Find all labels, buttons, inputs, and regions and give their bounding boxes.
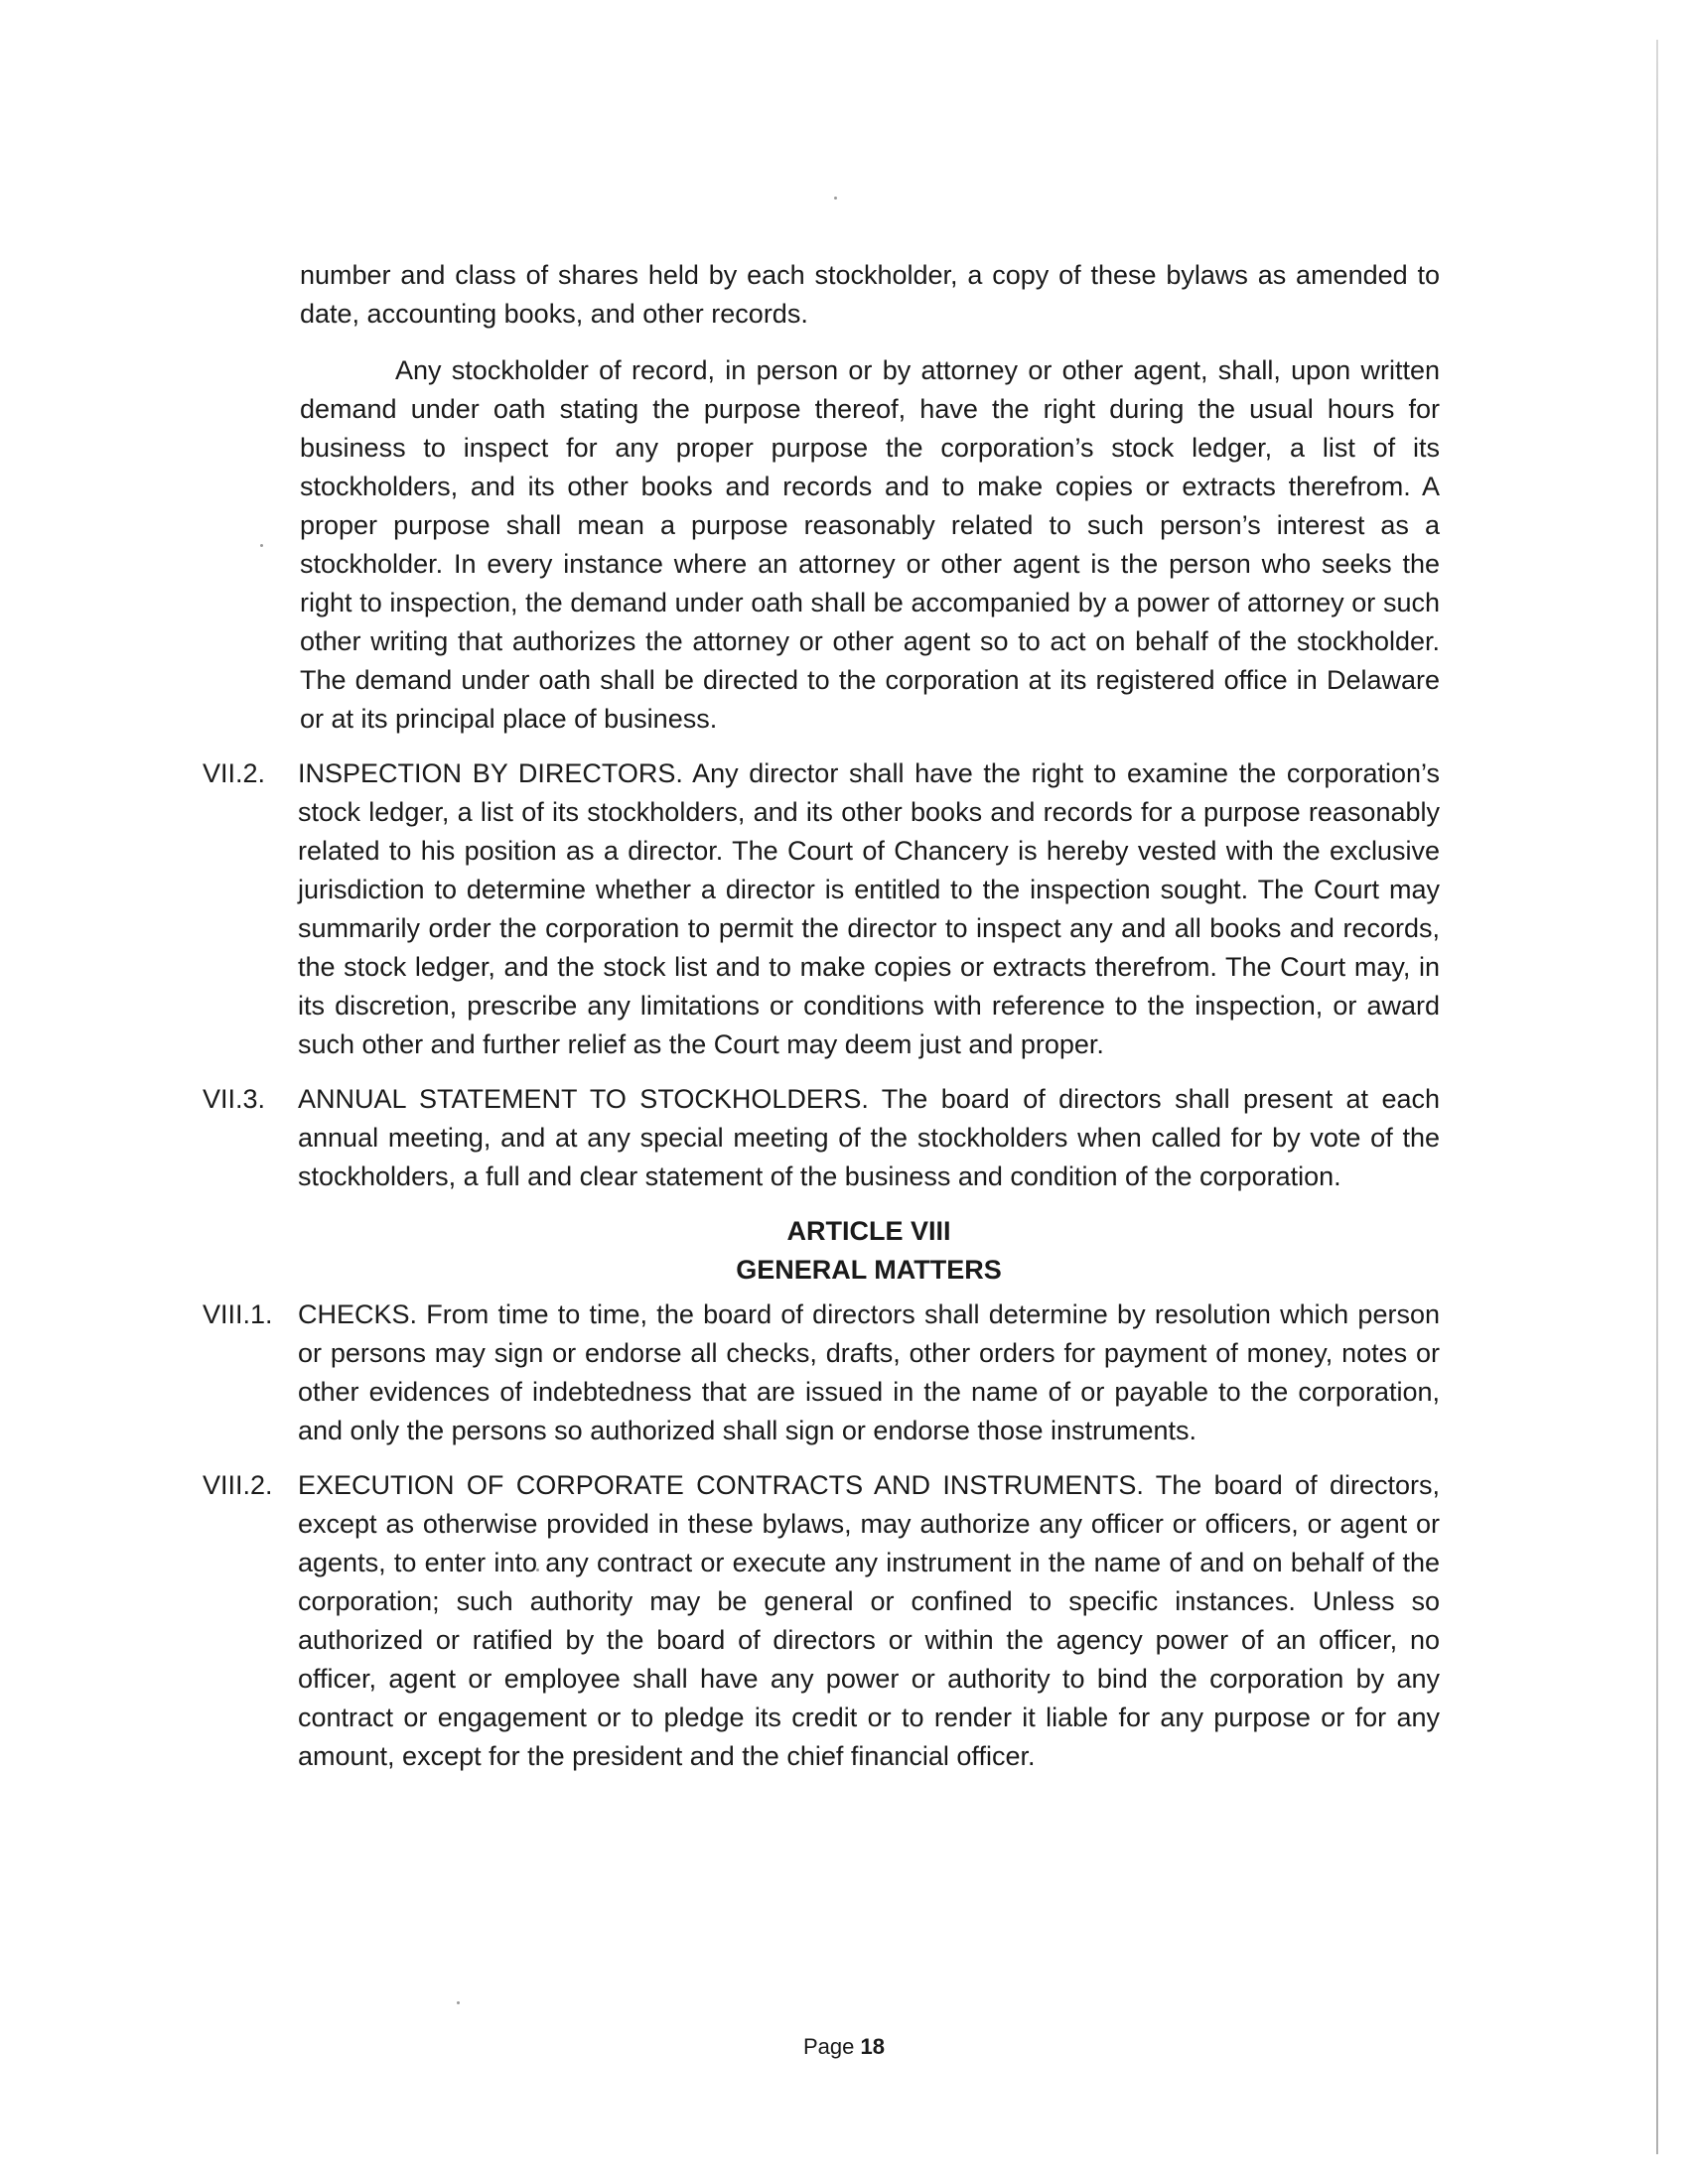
section-number: VII.3. (203, 1084, 266, 1114)
page-footer (0, 2033, 1688, 2061)
section-text: EXECUTION OF CORPORATE CONTRACTS AND INSTRUMENTS. The board of directors, except as otherwise provided in these bylaws, may authorize any officer or officers, or agent or agents, to enter into any contract or execute any instrument in the name of and on behalf of the corporation; such authority may be general or confined to specific instances. Unless so authorized or ratified by the board of directors or within the agency power of an officer, no officer, agent or employee shall have any power or authority to bind the corporation by any contract or engagement or to pledge its credit or to render it liable for any purpose or for any amount, except for the president and the chief financial officer. (298, 1470, 1440, 1771)
section-text: CHECKS. From time to time, the board of directors shall determine by resolution which person or persons may sign or endorse all checks, drafts, other orders for payment of money, notes or other evidences of indebtedness that are issued in the name of or payable to the corporation, and only the persons so authorized shall sign or endorse those instruments. (298, 1299, 1440, 1445)
section-text: ANNUAL STATEMENT TO STOCKHOLDERS. The board of directors shall present at each annual meeting, and at any special meeting of the stockholders when called for by vote of the stockholders, a full and clear statement of the business and condition of the corporation. (298, 1084, 1440, 1191)
section-number: VIII.1. (203, 1299, 273, 1329)
page-label: Page (803, 2034, 861, 2059)
scan-speck (457, 2001, 460, 2004)
section-viii-1 (0, 1296, 1688, 1450)
section-vii-3 (0, 1080, 1688, 1196)
section-text: INSPECTION BY DIRECTORS. Any director shall have the right to examine the corporation’s stock ledger, a list of its stockholders, and its other books and records for a purpose reasonably related to his position as a director. The Court of Chancery is hereby vested with the exclusive jurisdiction to determine whether a director is entitled to the inspection sought. The Court may summarily order the corporation to permit the director to inspect any and all books and records, the stock ledger, and the stock list and to make copies or extracts therefrom. The Court may, in its discretion, prescribe any limitations or conditions with reference to the inspection, or award such other and further relief as the Court may deem just and proper. (298, 758, 1440, 1059)
section-vii-2 (0, 754, 1688, 1064)
document-body (0, 256, 1688, 1776)
section-viii-2 (0, 1466, 1688, 1776)
article-subtitle: GENERAL MATTERS (736, 1255, 1002, 1285)
article-title: ARTICLE VIII (786, 1216, 951, 1246)
page-number: 18 (860, 2034, 885, 2059)
section-number: VIII.2. (203, 1470, 273, 1500)
section-number: VII.2. (203, 758, 266, 788)
scan-speck (834, 197, 837, 200)
inspection-rights-paragraph: Any stockholder of record, in person or by attorney or other agent, shall, upon written demand under oath stating the purpose thereof, have the right during the usual hours for business to inspect for any proper purpose the corporation’s stock ledger, a list of its stockholders, and its other books and records and to make copies or extracts therefrom. A proper purpose shall mean a purpose reasonably related to such person’s interest as a stockholder. In every instance where an attorney or other agent is the person who seeks the right to inspection, the demand under oath shall be accompanied by a power of attorney or such other writing that authorizes the attorney or other agent so to act on behalf of the stockholder. The demand under oath shall be directed to the corporation at its registered office in Delaware or at its principal place of business. (300, 355, 1440, 734)
continuation-paragraph: number and class of shares held by each stockholder, a copy of these bylaws as amended to date, accounting books, and other records. (300, 260, 1440, 329)
